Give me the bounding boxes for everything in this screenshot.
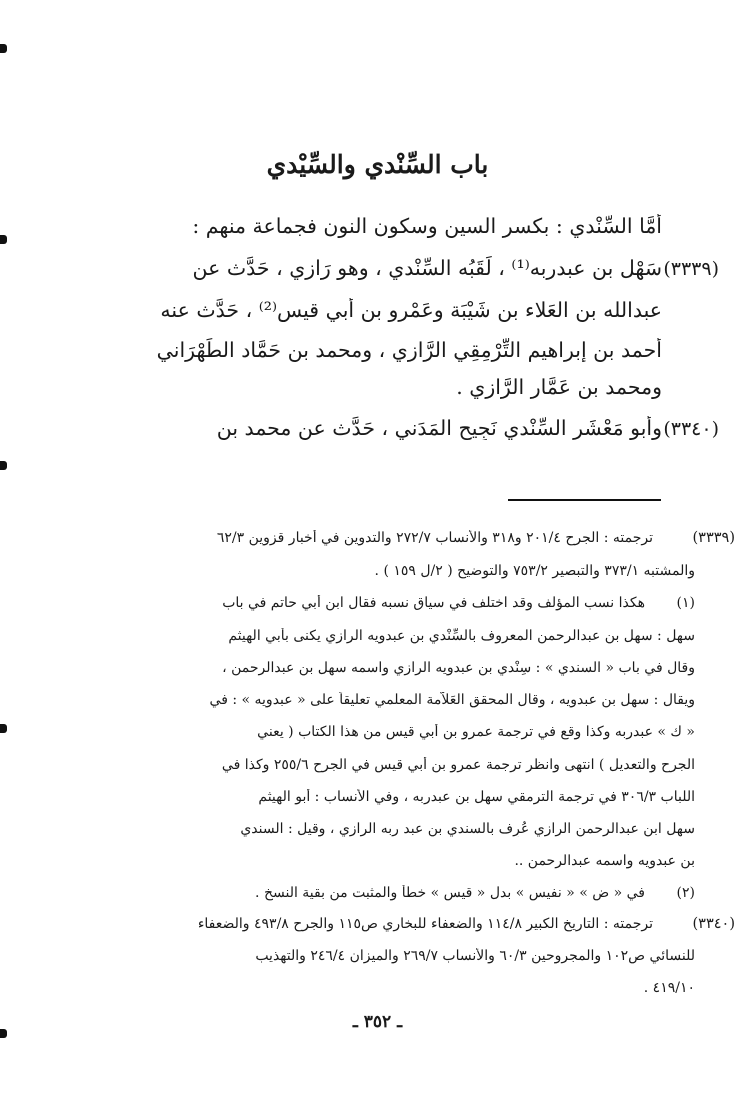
entry-line: عبدالله بن العَلاء بن شَيْبَة وعَمْرو بن أبي قيس⁽²⁾ ، حَدَّث عنه — [160, 298, 662, 322]
footnote-line: سهل : سهل بن عبدالرحمن المعروف بالسِّنْدي بن عبدويه الرازي يكنى بأبي الهيثم — [228, 628, 695, 644]
binding-mark — [0, 461, 7, 470]
footnote-number: (١) — [676, 595, 695, 611]
footnote-line: بن عبدويه واسمه عبدالرحمن .. — [514, 853, 695, 869]
footnote-line: سهل ابن عبدالرحمن الرازي عُرِف بالسندي بن عبد ربه الرازي ، وقيل : السندي — [240, 821, 695, 837]
footnote-line: ترجمته : الجرح ٢٠١/٤ و٣١٨ والأنساب ٢٧٢/٧ والتدوين في أخبار قزوين ٦٢/٣ — [216, 530, 653, 546]
footnote-line: ٤١٩/١٠ . — [643, 980, 695, 996]
footnote-ref-number: (٣٣٤٠) — [692, 916, 735, 932]
footnote-separator — [508, 499, 661, 501]
footnote-line: اللباب ٣٠٦/٣ في ترجمة الترمقي سهل بن عبدربه ، وفي الأنساب : أبو الهيثم — [258, 789, 695, 805]
binding-mark — [0, 235, 7, 244]
footnote-line: والمشتبه ٣٧٣/١ والتبصير ٧٥٣/٢ والتوضيح ( ٢/ل ١٥٩ ) . — [374, 563, 695, 579]
footnote-line: في « ض » « نفيس » بدل « قيس » خطأ والمثبت من بقية النسخ . — [255, 885, 645, 901]
binding-mark — [0, 724, 7, 733]
entry-number: (٣٣٤٠) — [663, 418, 719, 440]
footnote-ref-number: (٣٣٣٩) — [692, 530, 735, 546]
entry-line: ومحمد بن عَمَّار الرَّازي . — [456, 375, 662, 399]
footnote-line: للنسائي ص١٠٢ والمجروحين ٦٠/٣ والأنساب ٢٦٩/٧ والميزان ٢٤٦/٤ والتهذيب — [255, 948, 695, 964]
chapter-title: باب السِّنْدي والسِّيْدي — [266, 150, 489, 179]
entry-line: سَهْل بن عبدربه⁽¹⁾ ، لَقَبُه السِّنْدي ، وهو رَازِي ، حَدَّث عن — [192, 256, 662, 280]
footnote-line: الجرح والتعديل ) انتهى وانظر ترجمة عمرو بن أبي قيس في الجرح ٢٥٥/٦ وكذا في — [221, 757, 695, 773]
footnote-line: ترجمته : التاريخ الكبير ١١٤/٨ والضعفاء للبخاري ص١١٥ والجرح ٤٩٣/٨ والضعفاء — [197, 916, 653, 932]
footnote-number: (٢) — [676, 885, 695, 901]
footnote-line: ويقال : سهل بن عبدويه ، وقال المحقق العَلاَّمة المعلمي تعليقاً على « عبدويه » : في — [209, 692, 695, 708]
footnote-line: هكذا نسب المؤلف وقد اختلف في سياق نسبه فقال ابن أبي حاتم في باب — [222, 595, 645, 611]
entry-line: وأبو مَعْشَر السِّنْدي نَجِيح المَدَني ، حَدَّث عن محمد بن — [216, 416, 662, 440]
footnote-line: وقال في باب « السندي » : سِنْدي بن عبدويه الرازي واسمه سهل بن عبدالرحمن ، — [222, 660, 695, 676]
entry-line: أحمد بن إبراهيم التِّرْمِقِي الرَّازي ، ومحمد بن حَمَّاد الطِّهْرَاني — [156, 338, 662, 362]
intro-line: أَمَّا السِّنْدي : بكسر السين وسكون النون فجماعة منهم : — [192, 214, 662, 238]
entry-number: (٣٣٣٩) — [663, 258, 719, 280]
footnote-line: « ك » عبدربه وكذا وقع في ترجمة عمرو بن أبي قيس من هذا الكتاب ( يعني — [257, 724, 695, 740]
binding-mark — [0, 44, 7, 53]
page-number: ـ ٣٥٢ ـ — [352, 1012, 403, 1032]
